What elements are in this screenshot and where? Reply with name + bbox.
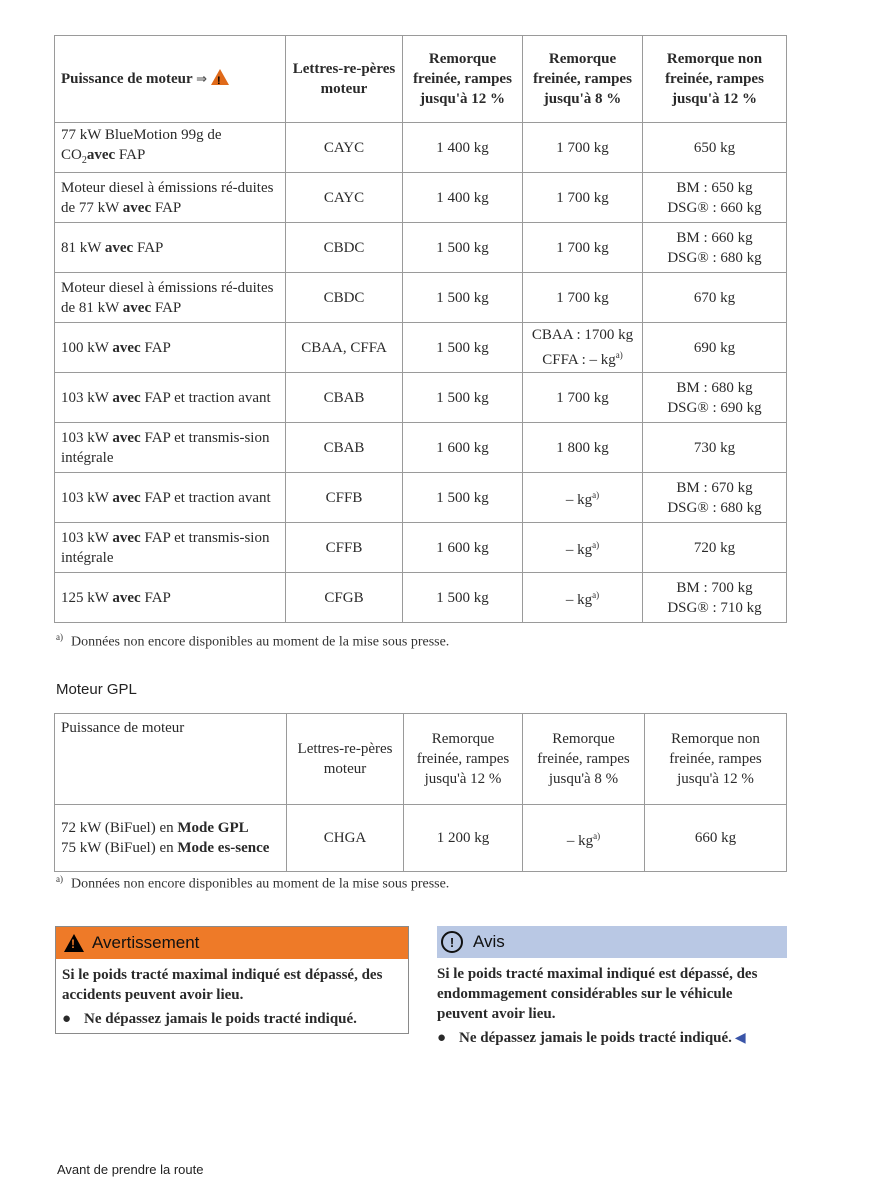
engine-power-cell: Moteur diesel à émissions ré-duites de 77 kW avec FAP [55,173,286,223]
notice-header [437,926,787,958]
table-row [55,805,787,872]
engine-power-cell: 77 kW BlueMotion 99g de $CO_2avec$ FAP [55,123,286,173]
section-title-gpl: Moteur GPL [56,681,137,698]
header-unbraked-12: Remorque non freinée, rampes jusqu'à 12 % [643,36,787,123]
unbraked-dsg: DSG® : 680 kg [667,249,762,266]
unbraked-cell [643,173,787,223]
unbraked-dsg: DSG® : 660 kg [667,199,762,216]
engine-power-cell: 100 kW avec FAP [55,323,286,373]
braked-8-cell: 1 700 kg [523,373,643,423]
table-row [55,323,787,373]
engine-code-cell: CBDC [286,273,403,323]
braked-8-cell: 1 700 kg [523,123,643,173]
unbraked-value: 730 kg [693,439,736,456]
warning-header [56,927,408,959]
page-footer: Avant de prendre la route [57,1162,204,1177]
table-row [55,123,787,173]
header-braked-12: Remorque freinée, rampes jusqu'à 12 % [404,714,523,805]
engine-code-cell: CBAA, CFFA [286,323,403,373]
braked-8-cell: – $kg^{a)}$ [523,523,643,573]
gpl-towing-table [54,713,787,872]
header-braked-12: Remorque freinée, rampes jusqu'à 12 % [403,36,523,123]
braked-12-cell: 1 500 kg [403,223,523,273]
footnote-mark: a) [56,874,63,884]
braked-12-cell: 1 400 kg [403,123,523,173]
braked-12-cell: 1 600 kg [403,523,523,573]
footnote-ref: a) [592,590,600,600]
section-end-arrow-icon: ◀ [734,1030,746,1046]
engine-code-cell: CAYC [286,173,403,223]
braked-12-cell: 1 500 kg [403,273,523,323]
braked-8-cell [523,323,643,373]
unbraked-cell [643,573,787,623]
header-engine-power: Puissance de moteur [55,714,287,805]
header-braked-8: Remorque freinée, rampes jusqu'à 8 % [523,714,645,805]
engine-power-cell: 103 kW avec FAP et traction avant [55,473,286,523]
table-row [55,423,787,473]
braked-8-cell: – $kg^{a)}$ [523,805,645,872]
table-row [55,573,787,623]
footnote-ref: a) [615,350,623,360]
warning-body [56,959,408,1033]
footnote-ref: a) [592,490,600,500]
notice-bullet-content [459,1028,746,1048]
braked-12-cell: 1 500 kg [403,473,523,523]
braked-12-cell: 1 200 kg [404,805,523,872]
table-header-row [55,36,787,123]
unbraked-cell [643,373,787,423]
braked-12-cell: 1 400 kg [403,173,523,223]
braked-8-cell: 1 800 kg [523,423,643,473]
unbraked-dsg: DSG® : 710 kg [667,599,762,616]
table-row [55,523,787,573]
header-engine-code: Lettres-re-pères moteur [287,714,404,805]
engine-code-cell: CFGB [286,573,403,623]
warning-triangle-icon [64,934,84,952]
table-row [55,223,787,273]
warning-text: Si le poids tracté maximal indiqué est dépassé, des accidents peuvent avoir lieu. [62,967,383,1003]
unbraked-dsg: DSG® : 680 kg [667,499,762,516]
unbraked-cell [643,423,787,473]
footnote-text: Données non encore disponibles au moment de la mise sous presse. [71,634,450,650]
bullet-icon: ● [437,1030,447,1046]
towing-table [54,35,787,623]
unbraked-value: 670 kg [693,289,736,306]
engine-code-cell: CHGA [287,805,404,872]
footnote-ref: a) [592,540,600,550]
warning-title: Avertissement [92,933,200,952]
braked-12-cell: 1 600 kg [403,423,523,473]
warning-triangle-icon [211,69,229,85]
unbraked-cell [643,523,787,573]
unbraked-value: 650 kg [693,139,736,156]
braked-12-cell: 1 500 kg [403,573,523,623]
unbraked-cell [643,223,787,273]
unbraked-cell [643,473,787,523]
braked-8-cffa: CFFA : – $kg^{a)}$ [542,350,623,368]
notice-title: Avis [473,932,505,951]
engine-code-cell: CBDC [286,223,403,273]
notice-text: Si le poids tracté maximal indiqué est dépassé, des endommagement considérables sur le véhicule peuvent avoir lieu. [437,966,758,1022]
info-exclamation-icon: ! [441,931,463,953]
notice-box [437,926,787,1052]
engine-code-cell: CFFB [286,523,403,573]
table-header-row [55,714,787,805]
unbraked-dsg: DSG® : 690 kg [667,399,762,416]
table-row [55,173,787,223]
unbraked-cell [643,123,787,173]
warning-bullet-text: Ne dépassez jamais le poids tracté indiqué. [84,1011,357,1027]
unbraked-bm: BM : 680 kg [676,379,753,396]
table-footnote [56,632,449,651]
braked-8-cell: 1 700 kg [523,173,643,223]
unbraked-value: 720 kg [693,539,736,556]
unbraked-bm: BM : 700 kg [676,579,753,596]
braked-8-cell: – $kg^{a)}$ [523,473,643,523]
cross-reference-arrow-icon: ⇒ [196,71,208,87]
engine-power-cell: 72 kW (BiFuel) en Mode GPL 75 kW (BiFuel) en Mode es-sence [55,805,287,872]
table-row [55,273,787,323]
footnote-mark: a) [56,632,63,642]
braked-12-cell: 1 500 kg [403,373,523,423]
braked-8-cell: 1 700 kg [523,273,643,323]
notice-bullet-text: Ne dépassez jamais le poids tracté indiqué. [459,1030,732,1046]
header-braked-8: Remorque freinée, rampes jusqu'à 8 % [523,36,643,123]
engine-power-cell: 103 kW avec FAP et transmis-sion intégrale [55,523,286,573]
engine-code-cell: CBAB [286,423,403,473]
notice-body [437,958,787,1052]
engine-power-cell: Moteur diesel à émissions ré-duites de 81 kW avec FAP [55,273,286,323]
engine-code-cell: CBAB [286,373,403,423]
engine-code-cell: CFFB [286,473,403,523]
gpl-table-footnote [56,874,449,893]
warning-box [55,926,409,1034]
table-row [55,373,787,423]
header-engine-code: Lettres-re-pères moteur [286,36,403,123]
braked-8-cell: 1 700 kg [523,223,643,273]
table-row [55,473,787,523]
footnote-ref: a) [593,830,601,841]
unbraked-value: 690 kg [693,339,736,356]
engine-code-cell: CAYC [286,123,403,173]
header-engine-power: Puissance de moteur ⇒! [55,36,286,123]
footnote-text: Données non encore disponibles au moment de la mise sous presse. [71,876,450,892]
unbraked-bm: BM : 670 kg [676,479,753,496]
unbraked-cell: 660 kg [645,805,787,872]
engine-power-cell: 81 kW avec FAP [55,223,286,273]
braked-8-cbaa: CBAA : 1700 kg [531,327,634,343]
unbraked-bm: BM : 650 kg [676,179,753,196]
engine-power-cell: 103 kW avec FAP et transmis-sion intégrale [55,423,286,473]
unbraked-cell [643,323,787,373]
notice-bullet [437,1028,781,1048]
unbraked-cell [643,273,787,323]
engine-power-cell: 103 kW avec FAP et traction avant [55,373,286,423]
header-unbraked-12: Remorque non freinée, rampes jusqu'à 12 % [645,714,787,805]
unbraked-bm: BM : 660 kg [676,229,753,246]
braked-8-cell: – $kg^{a)}$ [523,573,643,623]
warning-bullet [62,1009,402,1029]
engine-power-cell: 125 kW avec FAP [55,573,286,623]
braked-12-cell: 1 500 kg [403,323,523,373]
bullet-icon: ● [62,1011,72,1027]
